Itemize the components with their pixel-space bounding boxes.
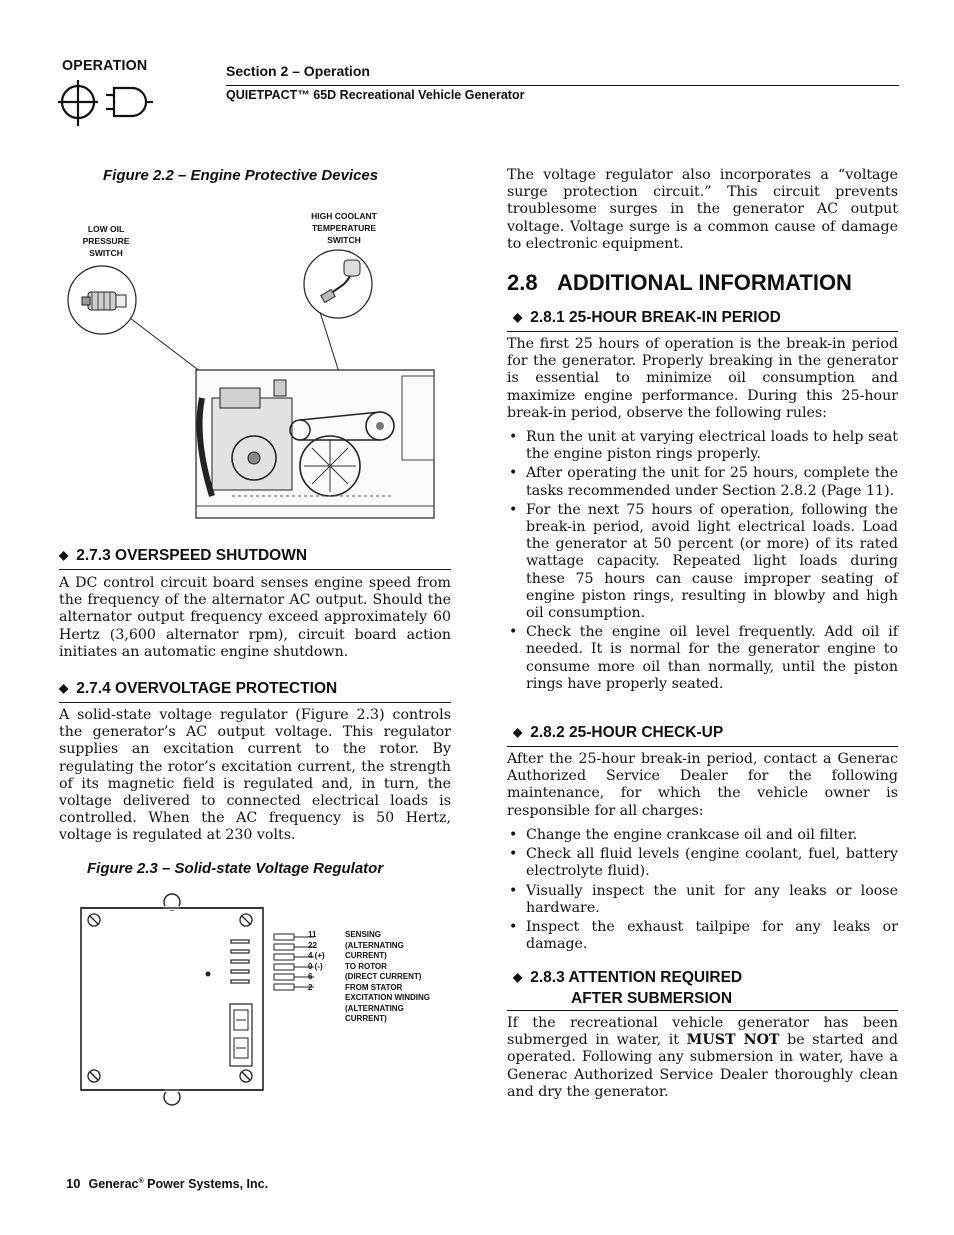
list-item: • After operating the unit for 25 hours, complete the tasks recommended under Section 2.8.2 (Page 11). xyxy=(507,465,898,499)
heading-rule xyxy=(59,702,451,703)
list-item: • For the next 75 hours of operation, following the break-in period, avoid light electrical loads. Load the generator at 50 percent (or more) of its rated wattage capacity. Repeated light loads during these 75 hours can cause improper seating of engine piston rings, resulting in blowby and high oil consumption. xyxy=(507,502,898,622)
heading-2-8-1: ◆ 2.8.1 25-HOUR BREAK-IN PERIOD xyxy=(513,309,781,326)
heading-rule xyxy=(507,331,898,332)
low-oil-pressure-label: LOW OIL PRESSURE SWITCH xyxy=(82,224,130,258)
header-rule xyxy=(226,85,899,86)
figure-2-3-caption: Figure 2.3 – Solid-state Voltage Regulator xyxy=(87,860,384,877)
engine-protective-devices-diagram xyxy=(62,248,442,523)
list-item: • Check all fluid levels (engine coolant, fuel, battery electrolyte fluid). xyxy=(507,846,898,880)
heading-2-8-3: ◆ 2.8.3 ATTENTION REQUIRED AFTER SUBMERSION xyxy=(513,969,743,1007)
plug-socket-icon xyxy=(58,78,154,130)
list-item: • Inspect the exhaust tailpipe for any leaks or damage. xyxy=(507,919,898,953)
figure-2-2-caption: Figure 2.2 – Engine Protective Devices xyxy=(103,167,379,184)
list-item: • Run the unit at varying electrical loads to help seat the engine piston rings properly. xyxy=(507,429,898,463)
high-coolant-temp-label: HIGH COOLANT TEMPERATURE SWITCH xyxy=(311,211,377,245)
operation-label: OPERATION xyxy=(62,57,148,74)
break-in-rules-list xyxy=(507,429,898,695)
wire-function-labels: SENSING (ALTERNATING CURRENT) TO ROTOR (DIRECT CURRENT) FROM STATOR EXCITATION WINDING (ALTERNATING CURRENT) xyxy=(345,930,431,1023)
list-item: • Visually inspect the unit for any leaks or loose hardware. xyxy=(507,883,898,917)
heading-2-7-3: ◆ 2.7.3 OVERSPEED SHUTDOWN xyxy=(59,547,308,564)
heading-2-7-4: ◆ 2.7.4 OVERVOLTAGE PROTECTION xyxy=(59,680,338,697)
heading-2-8: 2.8 ADDITIONAL INFORMATION xyxy=(507,270,852,295)
paragraph-check-up: After the 25-hour break-in period, contact a Generac Authorized Service Dealer for the following maintenance, for which the vehicle owner is responsible for all charges: xyxy=(507,751,898,819)
heading-rule xyxy=(507,746,898,747)
list-item: • Check the engine oil level frequently. Add oil if needed. It is normal for the generator engine to consume more oil than normally, until the piston rings have properly seated. xyxy=(507,624,898,693)
document-subtitle: QUIETPACT™ 65D Recreational Vehicle Generator xyxy=(226,88,525,102)
list-item: • Change the engine crankcase oil and oil filter. xyxy=(507,827,898,844)
heading-rule xyxy=(507,1010,898,1011)
paragraph-overvoltage: A solid-state voltage regulator (Figure 2.3) controls the generator’s AC output voltage. This regulator supplies an excitation current to the rotor. By regulating the rotor’s excitation current, the strength of its magnetic field is regulated and, in turn, the voltage delivered to connected electrical loads is controlled. When the AC frequency is 50 Hertz, voltage is regulated at 230 volts. xyxy=(59,707,451,844)
page-footer: 10 Generac® Power Systems, Inc. xyxy=(66,1176,269,1191)
section-title: Section 2 – Operation xyxy=(226,63,370,79)
check-up-list xyxy=(507,827,898,955)
wire-number-labels: 11 22 4 (+) 0 (-) 6 2 xyxy=(308,930,325,992)
paragraph-submersion: If the recreational vehicle generator has been submerged in water, it MUST NOT be started and operated. Following any submersion in water, have a Generac Authorized Service Dealer thoroughly clean and dry the generator. xyxy=(507,1015,898,1100)
page-number: 10 xyxy=(66,1176,81,1191)
voltage-regulator-diagram xyxy=(78,892,348,1106)
paragraph-overspeed: A DC control circuit board senses engine speed from the frequency of the alternator AC output. Should the alternator output frequency exceed approximately 60 Hertz (3,600 alternator rpm), circuit board action initiates an automatic engine shutdown. xyxy=(59,575,451,660)
paragraph-break-in: The first 25 hours of operation is the break-in period for the generator. Properly breaking in the generator is essential to minimize oil consumption and maximize engine performance. During this 25-hour break-in period, observe the following rules: xyxy=(507,336,898,421)
paragraph-surge-protection: The voltage regulator also incorporates a “voltage surge protection circuit.” This circuit prevents troublesome surges in the generator AC output voltage. Voltage surge is a common cause of damage to electronic equipment. xyxy=(507,167,898,252)
heading-rule xyxy=(59,569,451,570)
heading-2-8-2: ◆ 2.8.2 25-HOUR CHECK-UP xyxy=(513,724,724,741)
